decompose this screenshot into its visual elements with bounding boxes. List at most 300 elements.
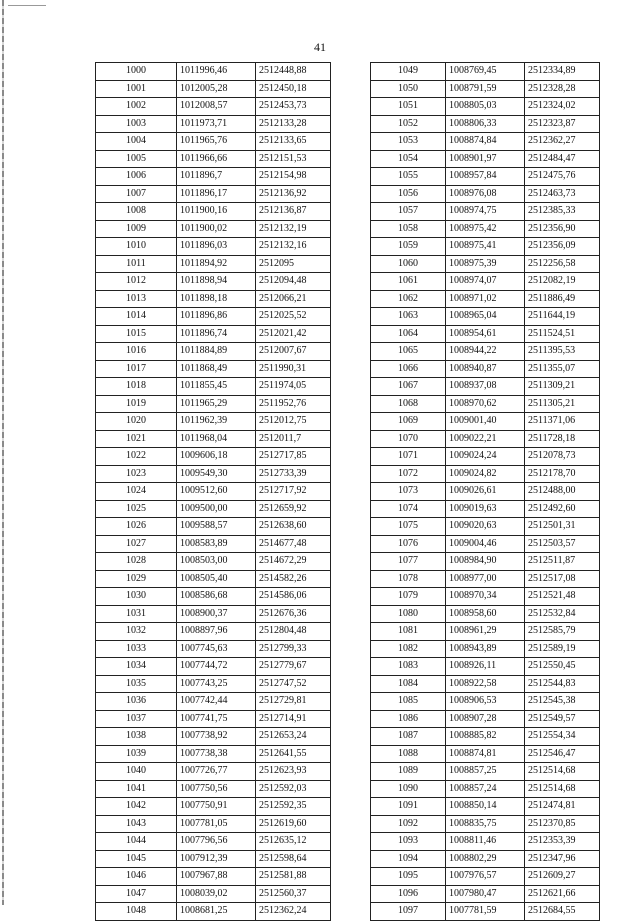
table-row	[96, 535, 331, 553]
y-coordinate-cell: 2511990,31	[256, 360, 331, 378]
y-coordinate-cell: 2512136,87	[256, 203, 331, 221]
table-row	[371, 658, 600, 676]
table-row	[96, 833, 331, 851]
table-row	[371, 675, 600, 693]
y-coordinate-cell: 2512475,76	[525, 168, 600, 186]
point-number-cell: 1041	[96, 780, 177, 798]
x-coordinate-cell: 1007912,39	[177, 850, 256, 868]
y-coordinate-cell: 2512635,12	[256, 833, 331, 851]
x-coordinate-cell: 1008937,08	[446, 378, 525, 396]
x-coordinate-cell: 1007741,75	[177, 710, 256, 728]
table-row	[96, 570, 331, 588]
y-coordinate-cell: 2511355,07	[525, 360, 600, 378]
y-coordinate-cell: 2514582,26	[256, 570, 331, 588]
y-coordinate-cell: 2512592,03	[256, 780, 331, 798]
y-coordinate-cell: 2512560,37	[256, 885, 331, 903]
x-coordinate-cell: 1008857,25	[446, 763, 525, 781]
x-coordinate-cell: 1008805,03	[446, 98, 525, 116]
x-coordinate-cell: 1008954,61	[446, 325, 525, 343]
y-coordinate-cell: 2512545,38	[525, 693, 600, 711]
table-row	[96, 133, 331, 151]
table-row	[371, 605, 600, 623]
table-row	[96, 255, 331, 273]
point-number-cell: 1038	[96, 728, 177, 746]
x-coordinate-cell: 1008586,68	[177, 588, 256, 606]
x-coordinate-cell: 1012008,57	[177, 98, 256, 116]
x-coordinate-cell: 1008922,58	[446, 675, 525, 693]
point-number-cell: 1097	[371, 903, 446, 921]
page-number: 41	[314, 40, 326, 54]
x-coordinate-cell: 1011962,39	[177, 413, 256, 431]
y-coordinate-cell: 2512133,28	[256, 115, 331, 133]
point-number-cell: 1068	[371, 395, 446, 413]
table-row	[371, 903, 600, 921]
x-coordinate-cell: 1008975,39	[446, 255, 525, 273]
point-number-cell: 1064	[371, 325, 446, 343]
y-coordinate-cell: 2512717,85	[256, 448, 331, 466]
x-coordinate-cell: 1011896,03	[177, 238, 256, 256]
y-coordinate-cell: 2512082,19	[525, 273, 600, 291]
table-row	[96, 588, 331, 606]
point-number-cell: 1046	[96, 868, 177, 886]
table-row	[96, 343, 331, 361]
table-row	[371, 570, 600, 588]
y-coordinate-cell: 2512581,88	[256, 868, 331, 886]
point-number-cell: 1039	[96, 745, 177, 763]
point-number-cell: 1058	[371, 220, 446, 238]
x-coordinate-cell: 1011996,46	[177, 63, 256, 81]
point-number-cell: 1032	[96, 623, 177, 641]
y-coordinate-cell: 2512362,24	[256, 903, 331, 921]
point-number-cell: 1034	[96, 658, 177, 676]
point-number-cell: 1056	[371, 185, 446, 203]
y-coordinate-cell: 2512448,88	[256, 63, 331, 81]
table-row	[371, 745, 600, 763]
x-coordinate-cell: 1008976,08	[446, 185, 525, 203]
point-number-cell: 1017	[96, 360, 177, 378]
y-coordinate-cell: 2512585,79	[525, 623, 600, 641]
table-row	[371, 833, 600, 851]
x-coordinate-cell: 1008503,00	[177, 553, 256, 571]
point-number-cell: 1006	[96, 168, 177, 186]
point-number-cell: 1094	[371, 850, 446, 868]
point-number-cell: 1086	[371, 710, 446, 728]
y-coordinate-cell: 2512328,28	[525, 80, 600, 98]
point-number-cell: 1089	[371, 763, 446, 781]
y-coordinate-cell: 2512334,89	[525, 63, 600, 81]
x-coordinate-cell: 1011855,45	[177, 378, 256, 396]
x-coordinate-cell: 1008900,37	[177, 605, 256, 623]
point-number-cell: 1059	[371, 238, 446, 256]
point-number-cell: 1005	[96, 150, 177, 168]
table-row	[371, 203, 600, 221]
table-row	[371, 185, 600, 203]
table-row	[96, 150, 331, 168]
scan-edge	[2, 0, 4, 905]
table-row	[96, 623, 331, 641]
x-coordinate-cell: 1007726,77	[177, 763, 256, 781]
table-row	[96, 185, 331, 203]
y-coordinate-cell: 2512554,34	[525, 728, 600, 746]
y-coordinate-cell: 2512717,92	[256, 483, 331, 501]
x-coordinate-cell: 1011900,16	[177, 203, 256, 221]
table-row	[371, 220, 600, 238]
x-coordinate-cell: 1007743,25	[177, 675, 256, 693]
table-row	[371, 255, 600, 273]
table-row	[96, 903, 331, 921]
y-coordinate-cell: 2511371,06	[525, 413, 600, 431]
table-row	[371, 378, 600, 396]
point-number-cell: 1031	[96, 605, 177, 623]
point-number-cell: 1067	[371, 378, 446, 396]
table-row	[96, 710, 331, 728]
table-row	[96, 203, 331, 221]
table-row	[371, 763, 600, 781]
point-number-cell: 1095	[371, 868, 446, 886]
x-coordinate-cell: 1009024,24	[446, 448, 525, 466]
table-row	[96, 63, 331, 81]
table-row	[371, 868, 600, 886]
table-row	[96, 430, 331, 448]
y-coordinate-cell: 2511974,05	[256, 378, 331, 396]
x-coordinate-cell: 1008984,90	[446, 553, 525, 571]
point-number-cell: 1043	[96, 815, 177, 833]
x-coordinate-cell: 1009020,63	[446, 518, 525, 536]
y-coordinate-cell: 2512453,73	[256, 98, 331, 116]
table-row	[371, 290, 600, 308]
table-row	[96, 693, 331, 711]
y-coordinate-cell: 2512804,48	[256, 623, 331, 641]
point-number-cell: 1062	[371, 290, 446, 308]
table-row	[96, 98, 331, 116]
x-coordinate-cell: 1011896,17	[177, 185, 256, 203]
x-coordinate-cell: 1007781,59	[446, 903, 525, 921]
table-row	[96, 360, 331, 378]
point-number-cell: 1009	[96, 220, 177, 238]
point-number-cell: 1082	[371, 640, 446, 658]
table-row	[371, 553, 600, 571]
y-coordinate-cell: 2512619,60	[256, 815, 331, 833]
table-row	[96, 850, 331, 868]
x-coordinate-cell: 1011973,71	[177, 115, 256, 133]
header-rule	[8, 5, 46, 6]
point-number-cell: 1049	[371, 63, 446, 81]
x-coordinate-cell: 1008681,25	[177, 903, 256, 921]
y-coordinate-cell: 2512356,09	[525, 238, 600, 256]
table-row	[371, 588, 600, 606]
table-row	[96, 80, 331, 98]
point-number-cell: 1026	[96, 518, 177, 536]
x-coordinate-cell: 1011896,86	[177, 308, 256, 326]
y-coordinate-cell: 2512450,18	[256, 80, 331, 98]
point-number-cell: 1079	[371, 588, 446, 606]
point-number-cell: 1030	[96, 588, 177, 606]
point-number-cell: 1010	[96, 238, 177, 256]
x-coordinate-cell: 1008791,59	[446, 80, 525, 98]
point-number-cell: 1045	[96, 850, 177, 868]
y-coordinate-cell: 2512799,33	[256, 640, 331, 658]
table-row	[96, 675, 331, 693]
x-coordinate-cell: 1011965,76	[177, 133, 256, 151]
x-coordinate-cell: 1008944,22	[446, 343, 525, 361]
x-coordinate-cell: 1008906,53	[446, 693, 525, 711]
x-coordinate-cell: 1008901,97	[446, 150, 525, 168]
y-coordinate-cell: 2512011,7	[256, 430, 331, 448]
y-coordinate-cell: 2512256,58	[525, 255, 600, 273]
y-coordinate-cell: 2512353,39	[525, 833, 600, 851]
y-coordinate-cell: 2512133,65	[256, 133, 331, 151]
point-number-cell: 1048	[96, 903, 177, 921]
table-row	[96, 115, 331, 133]
table-row	[371, 360, 600, 378]
table-row	[371, 168, 600, 186]
x-coordinate-cell: 1007738,92	[177, 728, 256, 746]
coordinates-table-right	[370, 62, 600, 921]
y-coordinate-cell: 2512514,68	[525, 763, 600, 781]
x-coordinate-cell: 1008957,84	[446, 168, 525, 186]
table-row	[96, 483, 331, 501]
table-row	[371, 308, 600, 326]
table-row	[371, 483, 600, 501]
y-coordinate-cell: 2512132,16	[256, 238, 331, 256]
table-row	[371, 640, 600, 658]
table-row	[96, 798, 331, 816]
table-row	[96, 815, 331, 833]
x-coordinate-cell: 1008857,24	[446, 780, 525, 798]
x-coordinate-cell: 1008802,29	[446, 850, 525, 868]
table-row	[96, 273, 331, 291]
y-coordinate-cell: 2512676,36	[256, 605, 331, 623]
x-coordinate-cell: 1011898,94	[177, 273, 256, 291]
x-coordinate-cell: 1011968,04	[177, 430, 256, 448]
point-number-cell: 1085	[371, 693, 446, 711]
y-coordinate-cell: 2512621,66	[525, 885, 600, 903]
y-coordinate-cell: 2512484,47	[525, 150, 600, 168]
table-row	[371, 238, 600, 256]
point-number-cell: 1019	[96, 395, 177, 413]
point-number-cell: 1080	[371, 605, 446, 623]
table-row	[371, 448, 600, 466]
point-number-cell: 1076	[371, 535, 446, 553]
point-number-cell: 1071	[371, 448, 446, 466]
y-coordinate-cell: 2512347,96	[525, 850, 600, 868]
x-coordinate-cell: 1008965,04	[446, 308, 525, 326]
x-coordinate-cell: 1011900,02	[177, 220, 256, 238]
x-coordinate-cell: 1011966,66	[177, 150, 256, 168]
point-number-cell: 1013	[96, 290, 177, 308]
y-coordinate-cell: 2511886,49	[525, 290, 600, 308]
point-number-cell: 1061	[371, 273, 446, 291]
y-coordinate-cell: 2512356,90	[525, 220, 600, 238]
point-number-cell: 1003	[96, 115, 177, 133]
point-number-cell: 1096	[371, 885, 446, 903]
point-number-cell: 1092	[371, 815, 446, 833]
point-number-cell: 1088	[371, 745, 446, 763]
point-number-cell: 1053	[371, 133, 446, 151]
point-number-cell: 1063	[371, 308, 446, 326]
table-row	[371, 63, 600, 81]
point-number-cell: 1002	[96, 98, 177, 116]
x-coordinate-cell: 1009001,40	[446, 413, 525, 431]
point-number-cell: 1084	[371, 675, 446, 693]
y-coordinate-cell: 2512598,64	[256, 850, 331, 868]
table-row	[96, 378, 331, 396]
table-row	[96, 325, 331, 343]
y-coordinate-cell: 2512066,21	[256, 290, 331, 308]
point-number-cell: 1078	[371, 570, 446, 588]
x-coordinate-cell: 1011884,89	[177, 343, 256, 361]
x-coordinate-cell: 1007980,47	[446, 885, 525, 903]
x-coordinate-cell: 1008975,41	[446, 238, 525, 256]
point-number-cell: 1075	[371, 518, 446, 536]
y-coordinate-cell: 2512474,81	[525, 798, 600, 816]
y-coordinate-cell: 2512546,47	[525, 745, 600, 763]
y-coordinate-cell: 2512362,27	[525, 133, 600, 151]
x-coordinate-cell: 1011898,18	[177, 290, 256, 308]
y-coordinate-cell: 2512078,73	[525, 448, 600, 466]
table-row	[371, 500, 600, 518]
y-coordinate-cell: 2511728,18	[525, 430, 600, 448]
point-number-cell: 1069	[371, 413, 446, 431]
point-number-cell: 1091	[371, 798, 446, 816]
point-number-cell: 1074	[371, 500, 446, 518]
point-number-cell: 1018	[96, 378, 177, 396]
y-coordinate-cell: 2512324,02	[525, 98, 600, 116]
table-row	[96, 395, 331, 413]
point-number-cell: 1001	[96, 80, 177, 98]
x-coordinate-cell: 1008971,02	[446, 290, 525, 308]
x-coordinate-cell: 1008961,29	[446, 623, 525, 641]
y-coordinate-cell: 2512323,87	[525, 115, 600, 133]
point-number-cell: 1016	[96, 343, 177, 361]
y-coordinate-cell: 2512463,73	[525, 185, 600, 203]
x-coordinate-cell: 1008958,60	[446, 605, 525, 623]
point-number-cell: 1070	[371, 430, 446, 448]
y-coordinate-cell: 2512532,84	[525, 605, 600, 623]
point-number-cell: 1052	[371, 115, 446, 133]
x-coordinate-cell: 1008926,11	[446, 658, 525, 676]
table-row	[371, 343, 600, 361]
y-coordinate-cell: 2512511,87	[525, 553, 600, 571]
table-row	[96, 885, 331, 903]
x-coordinate-cell: 1008974,75	[446, 203, 525, 221]
table-row	[371, 535, 600, 553]
y-coordinate-cell: 2512136,92	[256, 185, 331, 203]
x-coordinate-cell: 1008806,33	[446, 115, 525, 133]
table-row	[96, 308, 331, 326]
y-coordinate-cell: 2512095	[256, 255, 331, 273]
point-number-cell: 1051	[371, 98, 446, 116]
x-coordinate-cell: 1007744,72	[177, 658, 256, 676]
point-number-cell: 1027	[96, 535, 177, 553]
point-number-cell: 1036	[96, 693, 177, 711]
table-row	[371, 430, 600, 448]
y-coordinate-cell: 2512549,57	[525, 710, 600, 728]
table-row	[96, 290, 331, 308]
point-number-cell: 1057	[371, 203, 446, 221]
x-coordinate-cell: 1009024,82	[446, 465, 525, 483]
x-coordinate-cell: 1007967,88	[177, 868, 256, 886]
x-coordinate-cell: 1011894,92	[177, 255, 256, 273]
table-row	[96, 658, 331, 676]
y-coordinate-cell: 2512514,68	[525, 780, 600, 798]
y-coordinate-cell: 2511309,21	[525, 378, 600, 396]
y-coordinate-cell: 2511524,51	[525, 325, 600, 343]
table-row	[96, 168, 331, 186]
y-coordinate-cell: 2512623,93	[256, 763, 331, 781]
point-number-cell: 1081	[371, 623, 446, 641]
point-number-cell: 1025	[96, 500, 177, 518]
y-coordinate-cell: 2512178,70	[525, 465, 600, 483]
point-number-cell: 1012	[96, 273, 177, 291]
y-coordinate-cell: 2511952,76	[256, 395, 331, 413]
point-number-cell: 1022	[96, 448, 177, 466]
table-row	[371, 80, 600, 98]
x-coordinate-cell: 1008974,07	[446, 273, 525, 291]
table-row	[96, 745, 331, 763]
point-number-cell: 1073	[371, 483, 446, 501]
x-coordinate-cell: 1007796,56	[177, 833, 256, 851]
table-row	[96, 413, 331, 431]
y-coordinate-cell: 2514672,29	[256, 553, 331, 571]
table-row	[371, 815, 600, 833]
table-row	[96, 448, 331, 466]
y-coordinate-cell: 2512653,24	[256, 728, 331, 746]
x-coordinate-cell: 1009500,00	[177, 500, 256, 518]
x-coordinate-cell: 1008897,96	[177, 623, 256, 641]
table-row	[96, 605, 331, 623]
x-coordinate-cell: 1008943,89	[446, 640, 525, 658]
table-row	[96, 500, 331, 518]
y-coordinate-cell: 2512094,48	[256, 273, 331, 291]
x-coordinate-cell: 1007750,91	[177, 798, 256, 816]
x-coordinate-cell: 1008970,62	[446, 395, 525, 413]
table-row	[371, 413, 600, 431]
x-coordinate-cell: 1009549,30	[177, 465, 256, 483]
y-coordinate-cell: 2512714,91	[256, 710, 331, 728]
table-row	[371, 133, 600, 151]
y-coordinate-cell: 2511305,21	[525, 395, 600, 413]
table-row	[371, 325, 600, 343]
x-coordinate-cell: 1008505,40	[177, 570, 256, 588]
table-row	[371, 273, 600, 291]
x-coordinate-cell: 1008583,89	[177, 535, 256, 553]
point-number-cell: 1007	[96, 185, 177, 203]
y-coordinate-cell: 2512544,83	[525, 675, 600, 693]
table-row	[371, 728, 600, 746]
x-coordinate-cell: 1008977,00	[446, 570, 525, 588]
point-number-cell: 1023	[96, 465, 177, 483]
point-number-cell: 1020	[96, 413, 177, 431]
point-number-cell: 1044	[96, 833, 177, 851]
x-coordinate-cell: 1008970,34	[446, 588, 525, 606]
table-row	[371, 150, 600, 168]
y-coordinate-cell: 2512659,92	[256, 500, 331, 518]
point-number-cell: 1087	[371, 728, 446, 746]
y-coordinate-cell: 2512641,55	[256, 745, 331, 763]
table-row	[96, 868, 331, 886]
x-coordinate-cell: 1009588,57	[177, 518, 256, 536]
point-number-cell: 1024	[96, 483, 177, 501]
y-coordinate-cell: 2512021,42	[256, 325, 331, 343]
table-row	[371, 623, 600, 641]
x-coordinate-cell: 1008940,87	[446, 360, 525, 378]
y-coordinate-cell: 2512747,52	[256, 675, 331, 693]
table-row	[96, 465, 331, 483]
x-coordinate-cell: 1009019,63	[446, 500, 525, 518]
point-number-cell: 1090	[371, 780, 446, 798]
point-number-cell: 1054	[371, 150, 446, 168]
